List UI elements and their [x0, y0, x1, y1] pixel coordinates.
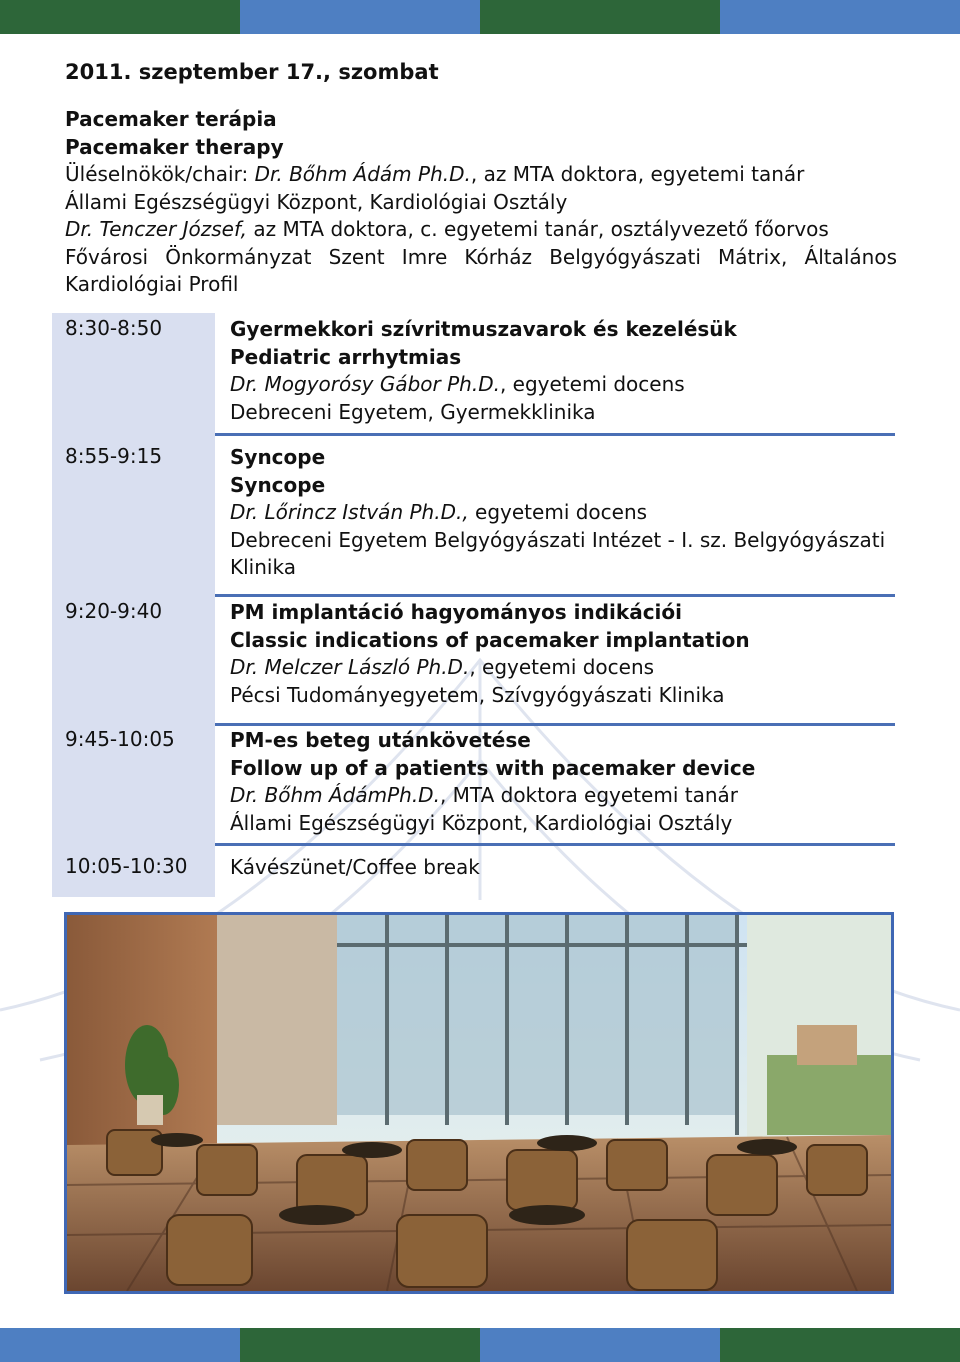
slot-title-hu: Gyermekkori szívritmuszavarok és kezelésük — [230, 317, 737, 341]
session-header — [65, 106, 897, 299]
chair2-role: az MTA doktora, c. egyetemi tanár, osztályvezető főorvos — [247, 217, 829, 241]
slot-institution: Debreceni Egyetem, Gyermekklinika — [230, 399, 596, 424]
slot-speaker: Dr. Bőhm ÁdámPh.D. — [230, 783, 440, 807]
slot-speaker-line — [230, 371, 900, 399]
chair-prefix: Üléselnökök/chair: — [65, 162, 255, 186]
slot-title-hu: PM implantáció hagyományos indikációi — [230, 600, 683, 624]
slot-speaker-role: egyetemi docens — [468, 500, 648, 524]
slot-details — [230, 316, 900, 426]
chair1-role: , az MTA doktora, egyetemi tanár — [470, 162, 805, 186]
slot-institution: Pécsi Tudományegyetem, Szívgyógyászati Klinika — [230, 682, 725, 707]
slot-time: 8:55-9:15 — [65, 444, 163, 468]
slot-details — [230, 727, 900, 837]
slot-institution: Debreceni Egyetem Belgyógyászati Intézet - I. sz. Belgyógyászati — [230, 527, 886, 552]
cafe-terrace-photo — [64, 912, 894, 1294]
slot-details — [230, 599, 900, 709]
slot-title-hu: PM-es beteg utánkövetése — [230, 728, 531, 752]
chair2-institution-line1: Fővárosi Önkormányzat Szent Imre Kórház Belgyógyászati Mátrix, Általános — [65, 244, 897, 269]
slot-title-hu: Syncope — [230, 445, 326, 469]
slot-speaker-line — [230, 499, 900, 527]
slot-separator — [215, 723, 895, 726]
chair1-institution: Állami Egészségügyi Központ, Kardiológiai Osztály — [65, 189, 568, 214]
chair-line-2 — [65, 216, 897, 244]
slot-speaker: Dr. Lőrincz István Ph.D., — [230, 500, 469, 524]
slot-speaker-line — [230, 782, 900, 810]
slot-title-en: Follow up of a patients with pacemaker device — [230, 755, 756, 780]
slot-speaker: Dr. Melczer László Ph.D. — [230, 655, 470, 679]
chair2-institution-line2: Kardiológiai Profil — [65, 272, 239, 296]
slot-time: 8:30-8:50 — [65, 316, 163, 340]
chair-line-1 — [65, 161, 897, 189]
slot-details — [230, 444, 900, 582]
slot-speaker-line — [230, 654, 900, 682]
cafe-terrace-illustration — [67, 915, 891, 1291]
slot-time: 10:05-10:30 — [65, 854, 188, 878]
session-title-hu: Pacemaker terápia — [65, 107, 277, 131]
slot-speaker-role: , egyetemi docens — [469, 655, 655, 679]
slot-institution: Állami Egészségügyi Központ, Kardiológiai Osztály — [230, 810, 733, 835]
slot-speaker: Dr. Mogyorósy Gábor Ph.D. — [230, 372, 500, 396]
slot-title-en: Pediatric arrhytmias — [230, 344, 462, 369]
slot-separator — [215, 843, 895, 846]
slot-time: 9:20-9:40 — [65, 599, 163, 623]
program-date: 2011. szeptember 17., szombat — [65, 60, 439, 84]
chair1-name: Dr. Bőhm Ádám Ph.D. — [254, 162, 471, 186]
slot-separator — [215, 594, 895, 597]
slot-separator — [215, 433, 895, 436]
slot-time: 9:45-10:05 — [65, 727, 175, 751]
coffee-break: Kávészünet/Coffee break — [230, 855, 480, 879]
slot-title-en: Classic indications of pacemaker implantation — [230, 627, 750, 652]
slot-title-en: Syncope — [230, 472, 326, 497]
slot-institution-line2: Klinika — [230, 555, 296, 579]
slot-speaker-role: , MTA doktora egyetemi tanár — [439, 783, 738, 807]
chair2-name: Dr. Tenczer József, — [65, 217, 248, 241]
session-title-en: Pacemaker therapy — [65, 134, 284, 159]
slot-speaker-role: , egyetemi docens — [499, 372, 685, 396]
